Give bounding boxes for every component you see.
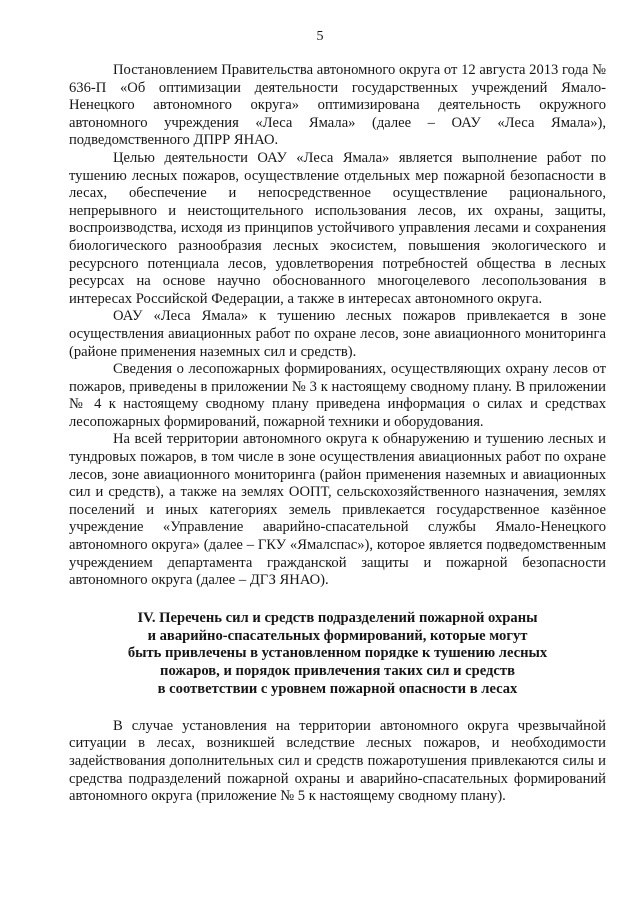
heading-line: IV. Перечень сил и средств подразделений пожарной охраны xyxy=(137,609,538,626)
paragraph-appendix-info: Сведения о лесопожарных формированиях, осуществляющих охрану лесов от пожаров, приведены в приложении № 3 к настоящему сводному плану. В приложении № 4 к настоящему сводному плану приведена информация о силах и средствах лесопожарных формирований, пожарной техники и оборудования. xyxy=(69,361,606,430)
section-heading xyxy=(69,610,606,699)
paragraph-resolution: Постановлением Правительства автономного округа от 12 августа 2013 года № 636-П «Об оптимизации деятельности государственных учреждений Ямало-Ненецкого автономного округа» оптимизирована деятельность окружного автономного учреждения «Леса Ямала» (далее – ОАУ «Леса Ямала»), подведомственного ДПРР ЯНАО. xyxy=(69,62,606,149)
paragraph-involvement: ОАУ «Леса Ямала» к тушению лесных пожаров привлекается в зоне осуществления авиационных работ по охране лесов, зоне авиационного мониторинга (районе применения наземных сил и средств). xyxy=(69,308,606,360)
paragraph-yamalspas: На всей территории автономного округа к обнаружению и тушению лесных и тундровых пожаров, в том числе в зоне осуществления авиационных работ по охране лесов, зоне авиационного мониторинга (район применения наземных и авиационных сил и средств), а также на землях ООПТ, сельскохозяйственного назначения, землях поселений и иных категориях земель привлекается государственное казённое учреждение «Управление аварийно-спасательной службы Ямало-Ненецкого автономного округа» (далее – ГКУ «Ямалспас»), которое является подведомственным учреждением департамента гражданской защиты и пожарной безопасности автономного округа (далее – ДГЗ ЯНАО). xyxy=(69,431,606,589)
heading-line: в соответствии с уровнем пожарной опасности в лесах xyxy=(157,681,518,697)
heading-line: и аварийно-спасательных формирований, которые могут xyxy=(147,627,528,644)
paragraph-emergency: В случае установления на территории автономного округа чрезвычайной ситуации в лесах, возникшей вследствие лесных пожаров, и необходимости задействования дополнительных сил и средств пожаротушения привлекаются силы и средства подразделений пожарной охраны и аварийно-спасательных формирований автономного округа (приложение № 5 к настоящему сводному плану). xyxy=(69,717,606,805)
heading-line: быть привлечены в установленном порядке к тушению лесных xyxy=(127,645,548,662)
document-body xyxy=(69,62,606,806)
heading-line: пожаров, и порядок привлечения таких сил и средств xyxy=(160,663,515,680)
paragraph-purpose: Целью деятельности ОАУ «Леса Ямала» является выполнение работ по тушению лесных пожаров, осуществление отдельных мер пожарной безопасности в лесах, обеспечение и непосредственное осуществление рационального, непрерывного и неистощительного использования лесов, их охраны, защиты, воспроизводства, исходя из принципов устойчивого управления лесами и сохранения биологического разнообразия лесных экосистем, повышения экологического и ресурсного потенциала лесов, удовлетворения потребностей общества в лесных ресурсах на основе научно обоснованного многоцелевого лесопользования в интересах Российской Федерации, а также в интересах автономного округа. xyxy=(69,149,606,307)
page-number: 5 xyxy=(316,29,324,44)
